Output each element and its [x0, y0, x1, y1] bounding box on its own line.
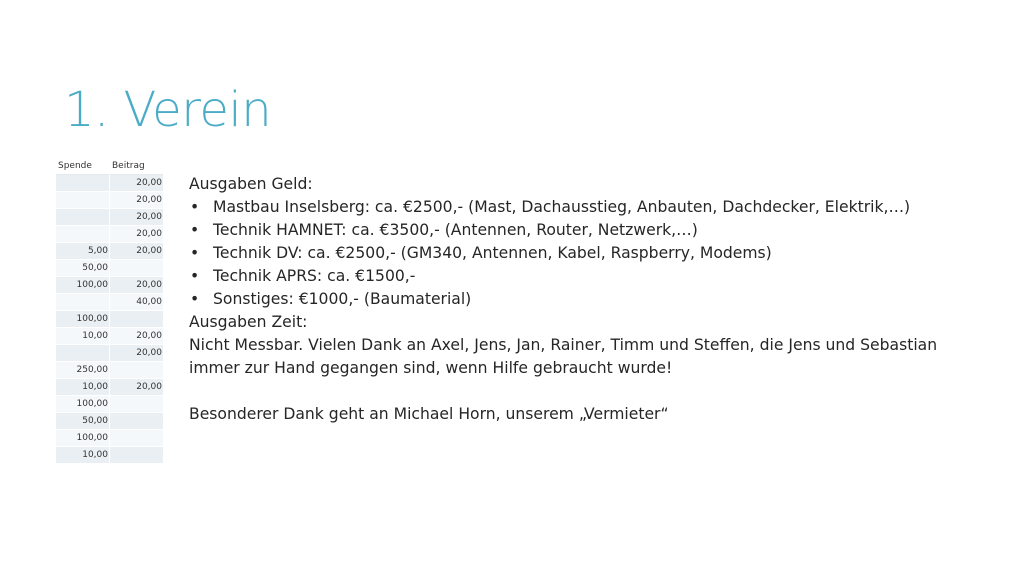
cell-spende	[56, 209, 109, 226]
cell-beitrag: 20,00	[109, 243, 163, 260]
cell-spende: 5,00	[56, 243, 109, 260]
table-header-row	[56, 158, 163, 175]
expense-item	[189, 219, 989, 242]
thanks-text: Nicht Messbar. Vielen Dank an Axel, Jens, Jan, Rainer, Timm und Steffen, die Jens und Sebastian immer zur Hand gegangen sind, wenn Hilfe gebraucht wurde!	[189, 336, 938, 377]
expense-item	[189, 242, 989, 265]
table-row	[56, 447, 163, 464]
table-body	[56, 175, 163, 464]
cell-beitrag	[109, 362, 163, 379]
table-row	[56, 260, 163, 277]
expenses-money-heading: Ausgaben Geld:	[189, 175, 313, 193]
expense-item-text: Mastbau Inselsberg: ca. €2500,- (Mast, Dachausstieg, Anbauten, Dachdecker, Elektrik,…)	[213, 198, 911, 216]
table-row	[56, 396, 163, 413]
expenses-time-heading: Ausgaben Zeit:	[189, 313, 308, 331]
cell-beitrag	[109, 447, 163, 464]
table-row	[56, 430, 163, 447]
cell-beitrag: 20,00	[109, 209, 163, 226]
cell-spende	[56, 175, 109, 192]
expense-list	[189, 196, 989, 311]
cell-spende	[56, 294, 109, 311]
cell-spende	[56, 345, 109, 362]
cell-beitrag: 20,00	[109, 277, 163, 294]
expense-item-text: Sonstiges: €1000,- (Baumaterial)	[213, 290, 472, 308]
expense-item	[189, 265, 989, 288]
cell-beitrag	[109, 413, 163, 430]
donation-table	[56, 158, 163, 464]
table-row	[56, 209, 163, 226]
cell-spende	[56, 226, 109, 243]
table-row	[56, 328, 163, 345]
cell-spende: 100,00	[56, 311, 109, 328]
cell-spende: 50,00	[56, 413, 109, 430]
cell-beitrag: 20,00	[109, 328, 163, 345]
cell-spende: 100,00	[56, 430, 109, 447]
column-header-spende: Spende	[56, 158, 109, 175]
table-row	[56, 294, 163, 311]
cell-spende: 50,00	[56, 260, 109, 277]
cell-beitrag	[109, 430, 163, 447]
cell-beitrag: 20,00	[109, 345, 163, 362]
table-row	[56, 345, 163, 362]
cell-beitrag: 20,00	[109, 379, 163, 396]
bullet-icon: •	[190, 290, 200, 308]
column-header-beitrag: Beitrag	[109, 158, 163, 175]
table-row	[56, 175, 163, 192]
expense-item-text: Technik HAMNET: ca. €3500,- (Antennen, Router, Netzwerk,…)	[213, 221, 698, 239]
cell-beitrag: 20,00	[109, 175, 163, 192]
cell-spende: 10,00	[56, 328, 109, 345]
cell-spende: 10,00	[56, 379, 109, 396]
table-row	[56, 311, 163, 328]
cell-spende: 250,00	[56, 362, 109, 379]
table-row	[56, 362, 163, 379]
expense-item-text: Technik DV: ca. €2500,- (GM340, Antennen, Kabel, Raspberry, Modems)	[213, 244, 772, 262]
slide-content	[189, 173, 989, 426]
cell-spende: 10,00	[56, 447, 109, 464]
table-row	[56, 277, 163, 294]
expense-item	[189, 288, 989, 311]
cell-spende	[56, 192, 109, 209]
bullet-icon: •	[190, 221, 200, 239]
table-row	[56, 379, 163, 396]
cell-beitrag	[109, 260, 163, 277]
cell-beitrag: 40,00	[109, 294, 163, 311]
cell-beitrag: 20,00	[109, 226, 163, 243]
table-row	[56, 243, 163, 260]
expense-item-text: Technik APRS: ca. €1500,-	[213, 267, 416, 285]
slide-title: 1. Verein	[64, 82, 272, 138]
table-row	[56, 413, 163, 430]
table-row	[56, 226, 163, 243]
table-row	[56, 192, 163, 209]
paragraph-spacer	[189, 380, 989, 403]
bullet-icon: •	[190, 267, 200, 285]
cell-spende: 100,00	[56, 396, 109, 413]
cell-beitrag	[109, 311, 163, 328]
special-thanks-text: Besonderer Dank geht an Michael Horn, unserem „Vermieter“	[189, 405, 669, 423]
bullet-icon: •	[190, 198, 200, 216]
bullet-icon: •	[190, 244, 200, 262]
cell-spende: 100,00	[56, 277, 109, 294]
cell-beitrag: 20,00	[109, 192, 163, 209]
expense-item	[189, 196, 989, 219]
cell-beitrag	[109, 396, 163, 413]
